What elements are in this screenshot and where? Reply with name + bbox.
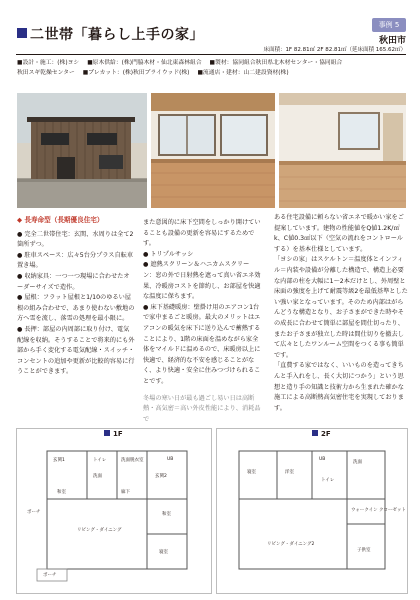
credit-precut: ■プレカット：(株)秋田プライウッド(株) (82, 70, 190, 76)
room-label: 洋室 (285, 470, 294, 475)
equipment-lead: また意図的に床下空間をしっかり開けていることも設備の更新を容易にするためです。 (143, 219, 261, 248)
title-marker (17, 28, 27, 38)
feature-item: ● 収納家具：一つ一つ現場に合わせたオーダーサイズで造作。 (17, 272, 135, 293)
feature-item: ● 長押：部屋の内周部に取り付け、電気配線を収納。そうすることで将来的にも外部から手く変化する電気配線・スイッチ・コンセントの追加や更新が比較的容易に行うことができます。 (17, 325, 135, 378)
case-badge: 事例 5 (372, 18, 406, 32)
living-room-photo (151, 93, 275, 208)
credit-wood: ■原木供給：(株)門脇木材・仙北東森林組合 (87, 60, 202, 66)
plan-2f-label: 2F (312, 430, 331, 438)
credit-lumber: ■製材：協同組合秋田県北木材センター・協同組合 (209, 60, 343, 66)
equipment-item: ● 遮熱スクリーン＆ハニカムスクリーン：窓の外で日射熱を遮って真い省エネ効果、冷暖房コストを節約し、お部屋を快適な温度に保ちます。 (143, 260, 261, 302)
room-label: UB (167, 457, 174, 462)
concept-paragraph: 「ヨシの家」はスケルトン＝温度体とインフィル＝内装や設備が分離した構造で、構造上必要な内部の柱を大幅に1〜2本だけとし、外周壁と床面の強度を上げて耐震等級2を最低基準としたい強い家となっています。そのため内部はがらんどうな構造となり、お子さまができた時やその成長に合わせて簡単に部屋を間仕切ったり、またお子さまが独立した時は間仕切りを撤去して広々としたワンルーム空間をつくる事も簡単です。 (274, 256, 408, 359)
room-label: 玄関1 (53, 458, 65, 463)
room-label: ポーチ (43, 573, 57, 578)
concept-column (274, 213, 408, 414)
city-label: 秋田市 (378, 36, 406, 46)
room-label: リビング・ダイニング (77, 528, 122, 533)
plan-1f-label: 1F (104, 430, 123, 438)
equipment-note: 冬場の寒い日が最も過ごし易い日は高断熱・高気密＝高い外皮性能により、消耗品で (143, 394, 261, 423)
floor-area: 床面積：1F 82.81㎡ 2F 82.81㎡（延床面積 165.62㎡） (263, 47, 406, 53)
concept-paragraph: 「直費する家ではなく、いいものを造ってきちんと手入れをし、長く大切につかう」という思想と造り手の知識と技術力から生まれた確かな施工による高断熱高気密住宅を実現しております。 (274, 362, 404, 412)
room-label: トイレ (321, 478, 335, 483)
credits-row (17, 58, 410, 68)
credits-row (17, 68, 410, 78)
floor-plan-2f (216, 428, 408, 594)
floor-plan-1f (16, 428, 212, 594)
concept-paragraph: ある住宅設備に頼らない省エネで暖かい家をご提案しています。建物の性能値をQ値1.2K/㎡k、C値0.3㎠以下（空気の流れをコントロールする）を基本仕様としています。 (274, 214, 404, 253)
equipment-item: ● トリプルサッシ (143, 250, 261, 261)
bedroom-photo (279, 93, 406, 208)
page-title: 二世帯「暮らし上手の家」 (30, 27, 204, 43)
room-label: 和室 (57, 490, 66, 495)
feature-item: ● 駐車スペース：広々5台分プラス自転車置き場。 (17, 251, 135, 272)
room-label: 玄関2 (155, 474, 167, 479)
room-label: UB (319, 457, 326, 462)
room-label: 子供室 (357, 548, 371, 553)
feature-item: ● 屋根：フラット屋根と1/10のゆるい屋根の組み合わせで、あまり使わない敷地の方へ雪を流し、落雪の処理を最小限に。 (17, 293, 135, 325)
features-column (17, 215, 135, 378)
equipment-item: ● 床下基礎暖房：壁掛け用のエアコン1台で家中まるごと暖房。最大のメリットはエアコンの暖気を床下に送り込んで蓄熱することにより、1階の床面を温めながら家全体をマイルドに温めるので、床暖房以上に快適で、経済的な不安を感じることがなく、より快適・安全に住みつづけられることです。 (143, 303, 261, 388)
room-label: 洗面 (93, 474, 102, 479)
room-label: 廊下 (121, 490, 130, 495)
room-label: 洗面 (353, 460, 362, 465)
equipment-column (143, 218, 261, 425)
room-label: ウォークイン クローゼット (351, 508, 406, 513)
room-label: トイレ (93, 458, 107, 463)
credit-design: ■設計・施工：(株)ヨシ (17, 60, 80, 66)
features-heading: ◆ 長寿命型（長期優良住宅） (17, 215, 135, 226)
feature-item: ● 完全二世帯住宅：玄関、水周りは全て2箇所ずつ。 (17, 230, 135, 251)
header-rule (16, 54, 406, 55)
credits (17, 58, 410, 78)
credit-drying: 秋田スギ乾燥センター (17, 70, 75, 76)
room-label: 寝室 (159, 550, 168, 555)
room-label: 寝室 (247, 470, 256, 475)
room-label: ポーチ (27, 510, 41, 515)
room-label: 洗面脱衣室 (121, 458, 144, 463)
room-label: 和室 (162, 512, 171, 517)
credit-distribution: ■流通店・建材：山二建設資材(株) (197, 70, 289, 76)
room-label: リビング・ダイニング2 (267, 542, 315, 547)
exterior-photo (17, 93, 147, 208)
